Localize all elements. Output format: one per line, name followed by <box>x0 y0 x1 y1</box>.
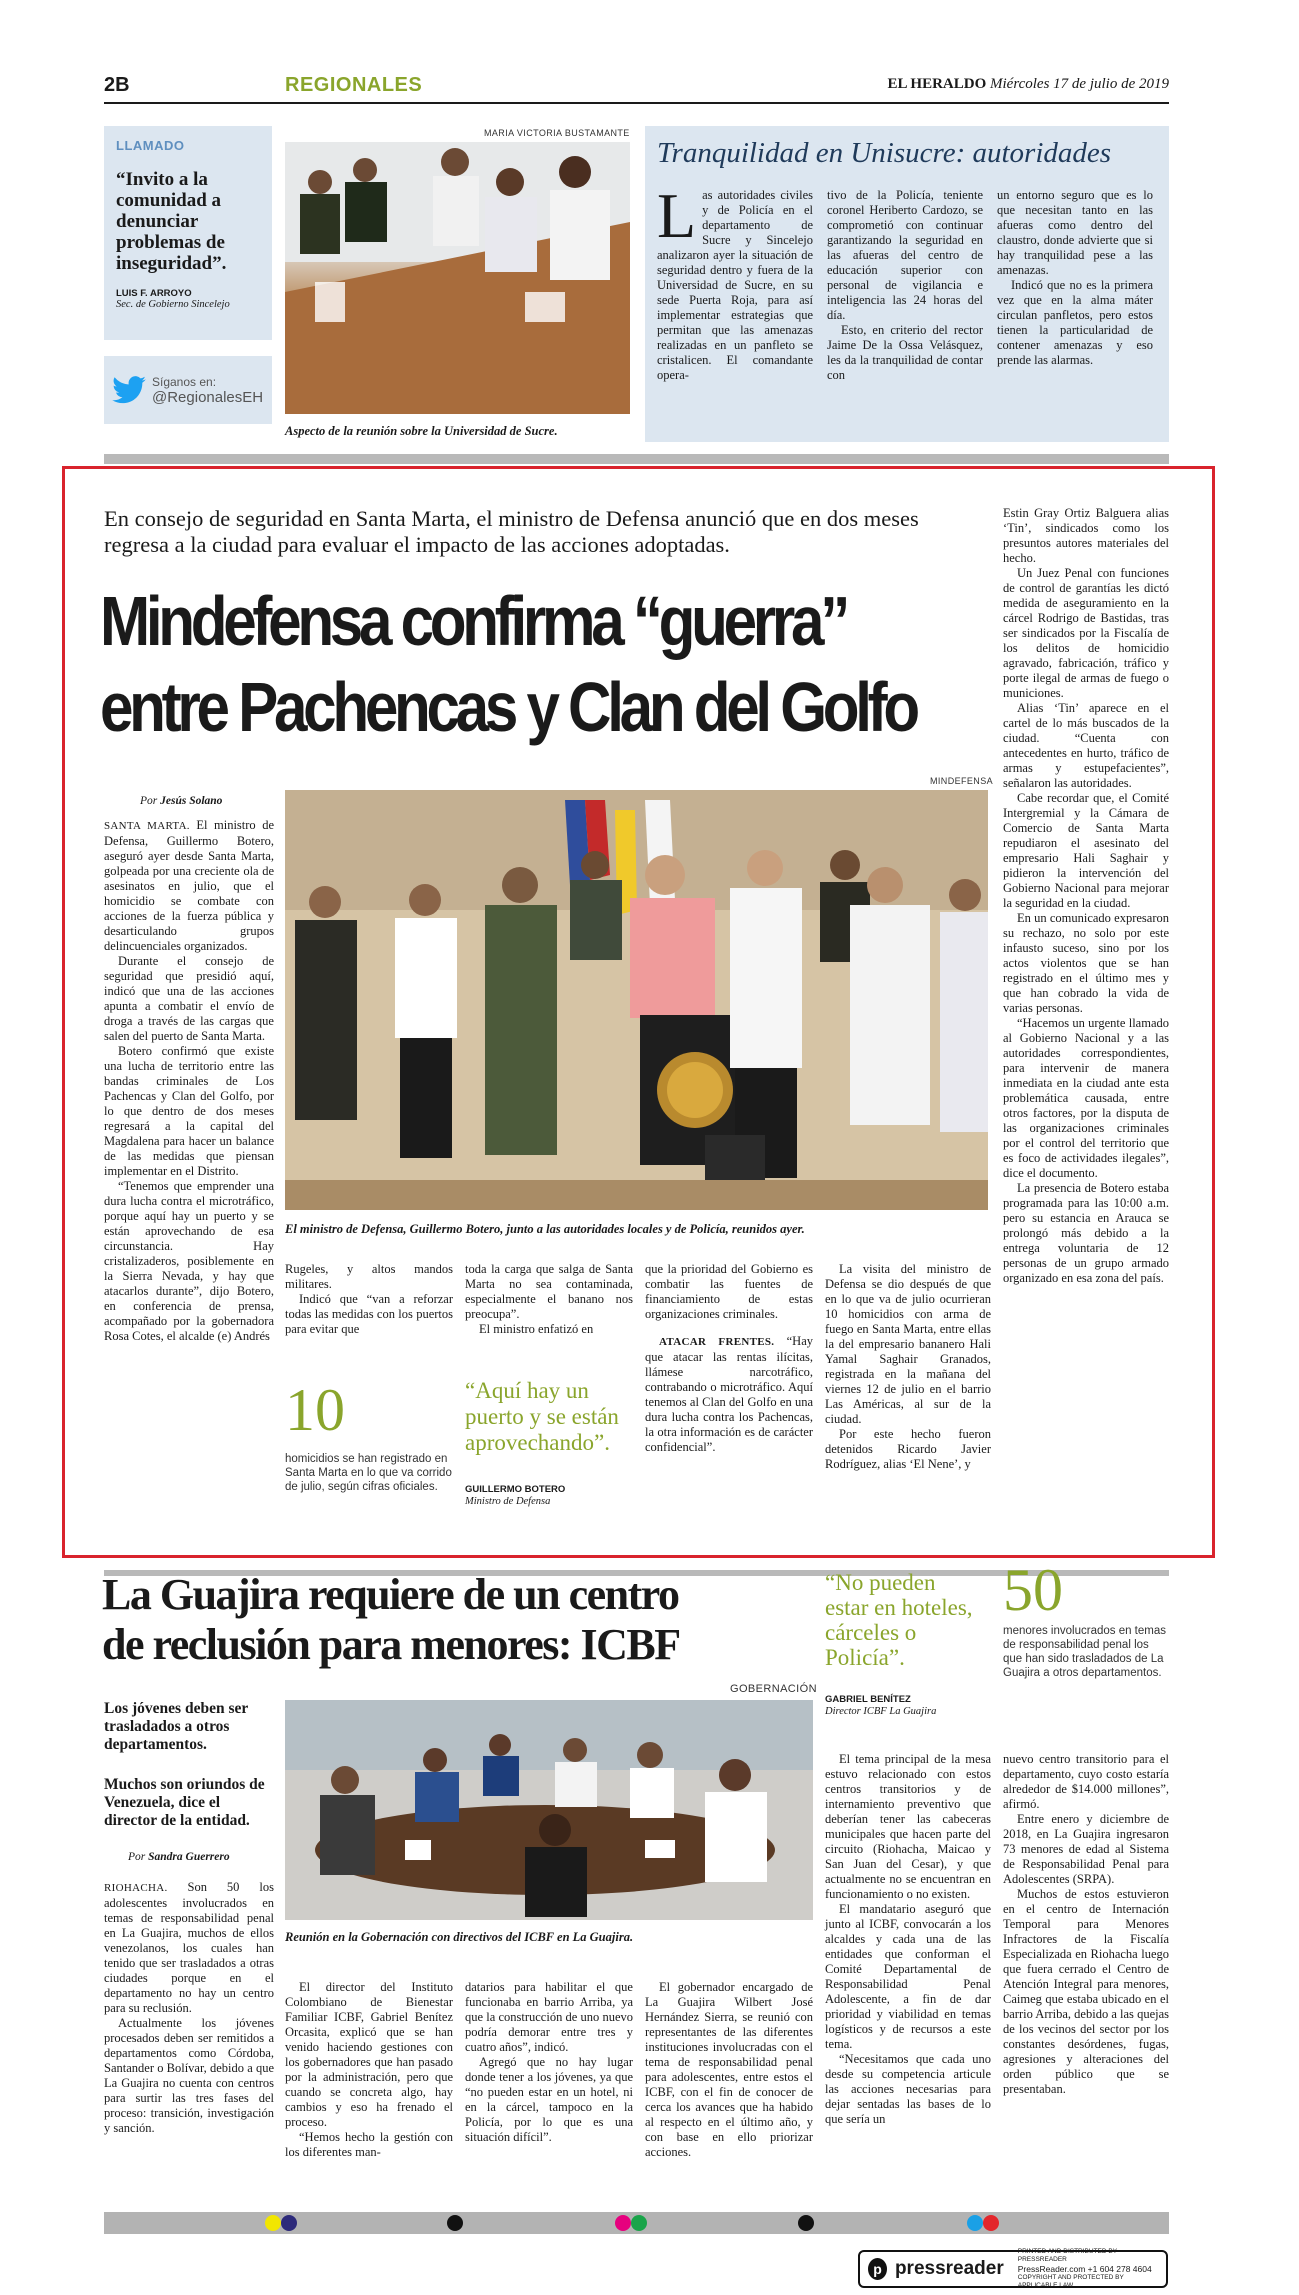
top-photo <box>285 142 630 414</box>
byline-name: Sandra Guerrero <box>148 1851 230 1863</box>
paragraph: “Hemos hecho la gestión con los diferentes man- <box>285 2130 453 2159</box>
bottom-photo <box>285 1700 813 1920</box>
paragraph: Cabe recordar que, el Comité Intergremial y la Cámara de Comercio de Santa Marta repudiaron el asesinato del empresario Hali Saghair y pidieron la intervención del Gobierno Nacional para mejorar la seguridad en la ciudad. <box>1003 791 1169 910</box>
paragraph: Estin Gray Ortiz Balguera alias ‘Tin’, sindicados como los presuntos autores materiales del hecho. <box>1003 506 1169 565</box>
header-rule <box>104 102 1169 104</box>
press-conference-illustration <box>285 790 988 1210</box>
section-name: REGIONALES <box>285 74 423 96</box>
pressreader-line-1: PRINTED AND DISTRIBUTED BY PRESSREADER <box>1017 2248 1117 2263</box>
bottom-headline-line-2: de reclusión para menores: ICBF <box>102 1620 680 1669</box>
paragraph: que la prioridad del Gobierno es combatir las fuentes de financiamiento de estas organizaciones criminales. <box>645 1262 813 1321</box>
bottom-col-3 <box>465 1980 633 2145</box>
paragraph: En un comunicado expresaron su rechazo, no solo por este infausto suceso, sino por los actos violentos que se han registrado en el último mes y que han cobrado la vida de varias personas. <box>1003 911 1169 1015</box>
main-pull-name: GUILLERMO BOTERO <box>465 1484 566 1495</box>
main-pull-quote: “Aquí hay un puerto y se están aprovechando”. <box>465 1378 619 1455</box>
callout-author-title: Sec. de Gobierno Sincelejo <box>116 299 230 310</box>
bottom-col-5 <box>825 1752 991 2127</box>
bottom-byline <box>128 1851 230 1863</box>
paragraph: Rugeles, y altos mandos militares. <box>285 1262 453 1291</box>
top-story-box <box>645 126 1169 442</box>
registration-dot <box>967 2215 983 2231</box>
paragraph: Agregó que no hay lugar donde tener a los jóvenes, ya que “no pueden estar en un hotel, ni en la cárcel, tampoco en la Policía, por lo que es una situación difícil”. <box>465 2055 633 2144</box>
section-divider <box>104 454 1169 464</box>
issue-date: Miércoles 17 de julio de 2019 <box>990 76 1169 92</box>
bottom-col-4 <box>645 1980 813 2160</box>
paragraph: Alias ‘Tin’ aparece en el cartel de lo más buscados de la ciudad. “Cuenta con antecedentes en hurto, tráfico de armas y estupefacientes”, señalaron las autoridades. <box>1003 701 1169 790</box>
main-col-1 <box>104 818 274 1344</box>
top-story-headline: Tranquilidad en Unisucre: autoridades <box>657 137 1112 169</box>
paragraph: El mandatario aseguró que junto al ICBF, convocarán a los alcaldes y cada una de las entidades que conforman el Comité Departamental de Responsabilidad Penal Adolescente, a fin de dar prioridad y viabilidad en temas logísticos y de recursos a este tema. <box>825 1902 991 2051</box>
paragraph: “Necesitamos que cada uno desde su competencia articule las acciones necesarias para dejar sentadas las bases de lo que sería un <box>825 2052 991 2126</box>
social-box[interactable] <box>104 356 272 424</box>
callout-box <box>104 126 272 340</box>
main-col-3 <box>465 1262 633 1337</box>
registration-dot <box>281 2215 297 2231</box>
paragraph: La presencia de Botero estaba programada para las 10:00 a.m. pero su estancia en Arauca se prolongó más debido a la entrega voluntaria de 12 personas de un grupo armado organizado en esa zona del país. <box>1003 1181 1169 1285</box>
subhead: ATACAR FRENTES. <box>659 1336 775 1348</box>
registration-dot <box>631 2215 647 2231</box>
main-headline-line-2: entre Pachencas y Clan del Golfo <box>100 668 916 746</box>
main-stat-text: homicidios se han registrado en Santa Marta en lo que va corrido de julio, según cifras oficiales. <box>285 1453 452 1493</box>
bottom-summary-2: Muchos son oriundos de Venezuela, dice el director de la entidad. <box>104 1776 265 1829</box>
header-masthead <box>887 76 1169 93</box>
main-stat-number: 10 <box>285 1377 345 1443</box>
paragraph: datarios para habilitar el que funcionaba en barrio Arriba, ya que la construcción de uno nuevo podría demorar entre tres y cuatro años”, indicó. <box>465 1980 633 2054</box>
top-story-col-3 <box>997 188 1153 383</box>
bottom-pull-quote: “No pueden estar en hoteles, cárceles o Policía”. <box>825 1570 973 1670</box>
main-col-5 <box>825 1262 991 1472</box>
dateline: RIOHACHA. <box>104 1882 168 1894</box>
bottom-pull-name: GABRIEL BENÍTEZ <box>825 1694 911 1705</box>
top-story-col-2 <box>827 188 983 383</box>
main-col-4 <box>645 1262 813 1455</box>
bottom-photo-caption: Reunión en la Gobernación con directivos del ICBF en La Guajira. <box>285 1930 634 1944</box>
bottom-headline-line-1: La Guajira requiere de un centro <box>102 1570 679 1619</box>
registration-dot <box>983 2215 999 2231</box>
main-col-2 <box>285 1262 453 1337</box>
top-story-col-1 <box>657 180 813 383</box>
callout-quote: “Invito a la comunidad a denunciar problemas de inseguridad”. <box>116 169 227 274</box>
meeting-room-illustration <box>285 1700 813 1920</box>
paragraph: Indicó que “van a reforzar todas las medidas con los puertos para evitar que <box>285 1292 453 1336</box>
paragraph: “Hay que atacar las rentas ilícitas, llámese narcotráfico, contrabando o microtráfico. Aquí tenemos al Clan del Golfo en una dura lucha contra los Pachencas, la otra información es de carácter confidencial”. <box>645 1334 813 1454</box>
registration-dot <box>615 2215 631 2231</box>
main-headline <box>100 578 916 750</box>
main-col-right <box>1003 506 1169 1286</box>
callout-label: LLAMADO <box>116 138 185 153</box>
paragraph: nuevo centro transitorio para el departamento, cuyo costo estaría alrededor de $14.000 millones”, afirmó. <box>1003 1752 1169 1811</box>
dateline: SANTA MARTA. <box>104 820 190 832</box>
bottom-stat-number: 50 <box>1003 1557 1063 1623</box>
paragraph: Actualmente los jóvenes procesados deben ser remitidos a departamentos como Córdoba, Santander o Bolívar, debido a que La Guajira no cuenta con centros para surtir las tres fases del proceso: transición, investigación y sanción. <box>104 2016 274 2135</box>
paragraph: El tema principal de la mesa estuvo relacionado con estos centros transitorios y de internamiento preventivo que deberían tener las cabeceras municipales que hacen parte del circuito (Riohacha, Maicao y San Juan del Cesar), y que actualmente no se encuentran en funcionamiento o no existen. <box>825 1752 991 1901</box>
main-deck: En consejo de seguridad en Santa Marta, el ministro de Defensa anunció que en dos meses regresa a la ciudad para evaluar el impacto de las acciones adoptadas. <box>104 506 919 557</box>
paragraph: Indicó que no es la primera vez que en la alma máter circulan panfletos, pero estos tienen la particularidad de contener amenazas y eso prende las alarmas. <box>997 278 1153 367</box>
paragraph: Un Juez Penal con funciones de control de garantías les dictó medida de aseguramiento en la cárcel Rodrigo de Bastidas, tras ser sindicados por la Fiscalía de los delitos de homicidio agravado, fabricación, tráfico y porte ilegal de armas de fuego o municiones. <box>1003 566 1169 700</box>
paragraph: Durante el consejo de seguridad que presidió aquí, indicó que una de las acciones apunta a combatir el envío de droga a través de las cargas que salen del puerto de Santa Marta. <box>104 954 274 1043</box>
byline-prefix: Por <box>128 1851 146 1863</box>
registration-dot <box>447 2215 463 2231</box>
byline-prefix: Por <box>140 795 158 807</box>
paragraph: La visita del ministro de Defensa se dio después de que en lo que va de julio ocurrieran 10 homicidios con arma de fuego en Santa Marta, entre ellas la del empresario bananero Hali Yamal Saghair Granados, registrada en la mañana del viernes 12 de julio en el barrio Las Américas, al sur de la ciudad. <box>825 1262 991 1426</box>
pressreader-line-2: PressReader.com +1 604 278 4604 <box>1017 2264 1152 2274</box>
twitter-icon <box>112 376 146 404</box>
paragraph: Esto, en criterio del rector Jaime De la Ossa Velásquez, les da la tranquilidad de contar con <box>827 323 983 382</box>
paragraph: Muchos de estos estuvieron en el centro de Internación Temporal para Menores Infractores de la Fiscalía Especializada en Riohacha luego que fuera cerrado el Centro de Atención Integral para menores, Caimeg que estaba ubicado en el barrio Arriba, debido a las quejas de los vecinos del sector por los constantes desórdenes, fugas, agresiones y alteraciones del orden público que se presentaban. <box>1003 1887 1169 2096</box>
byline-name: Jesús Solano <box>160 795 223 807</box>
registration-dot <box>265 2215 281 2231</box>
callout-author: LUIS F. ARROYO <box>116 288 192 299</box>
social-text <box>152 375 263 406</box>
follow-label: Síganos en: <box>152 374 217 389</box>
top-photo-caption: Aspecto de la reunión sobre la Universidad de Sucre. <box>285 424 558 438</box>
paragraph: tivo de la Policía, teniente coronel Heriberto Cardozo, se comprometió con continuar garantizando la seguridad en las afueras del centro de educación superior con personal de vigilancia e inteligencia las 24 horas del día. <box>827 188 983 322</box>
paragraph: Botero confirmó que existe una lucha de territorio entre las bandas criminales de Los Pachencas y Clan del Golfo, por lo que dentro de dos meses regresará a la capital del Magdalena para hacer un balance de las medidas que piensan implementar en el Distrito. <box>104 1044 274 1178</box>
paragraph: “Tenemos que emprender una dura lucha contra el microtráfico, porque aquí hay un puerto y se están aprovechando de esa circunstancia. Hay cristalizaderos, posiblemente en la Sierra Nevada, y hay que atacarlos durante”, dijo Botero, en conferencia de prensa, acompañado por la gobernadora Rosa Cotes, el alcalde (e) Andrés <box>104 1179 274 1343</box>
main-byline <box>140 795 222 807</box>
drop-cap: L <box>657 180 697 251</box>
paragraph: Entre enero y diciembre de 2018, en La Guajira ingresaron 73 menores de edad al Sistema de Responsabilidad Penal para Adolescentes (SRPA). <box>1003 1812 1169 1886</box>
pressreader-icon: p <box>868 2258 887 2280</box>
social-handle[interactable]: @RegionalesEH <box>152 388 264 406</box>
top-story-body <box>657 180 1157 383</box>
paragraph: El director del Instituto Colombiano de Bienestar Familiar ICBF, Gabriel Benítez Orcasita, explicó que se han venido haciendo gestiones con los gobernadores que han pasado por la administración, pero que cuando se concreta algo, hay cambios y eso ha frenado el proceso. <box>285 1980 453 2129</box>
paragraph: El gobernador encargado de La Guajira Wilbert José Hernández Sierra, se reunió con representantes de las diferentes instituciones involucradas con el tema de responsabilidad penal para adolescentes, entre estos el ICBF, con el fin de conocer de cerca los avances que ha habido al respecto en el último año, y con base en ello priorizar acciones. <box>645 1980 813 2159</box>
bottom-stat-text: menores involucrados en temas de responsabilidad penal los que han sido trasladados de La Guajira a otros departamentos. <box>1003 1625 1166 1679</box>
bottom-pull-title: Director ICBF La Guajira <box>825 1706 937 1717</box>
bottom-photo-credit: GOBERNACIÓN <box>730 1683 817 1695</box>
top-photo-credit: MARIA VICTORIA BUSTAMANTE <box>484 128 630 138</box>
main-headline-line-1: Mindefensa confirma “guerra” <box>100 582 847 660</box>
paragraph: toda la carga que salga de Santa Marta no sea contaminada, especialmente el banano nos preocupa”. <box>465 1262 633 1321</box>
main-photo-caption: El ministro de Defensa, Guillermo Botero, junto a las autoridades locales y de Policía, reunidos ayer. <box>285 1222 805 1236</box>
pressreader-line-3: COPYRIGHT AND PROTECTED BY APPLICABLE LAW <box>1017 2274 1124 2289</box>
paragraph: Son 50 los adolescentes involucrados en temas de responsabilidad penal en La Guajira, muchos de ellos venezolanos, los cuales han tenido que ser trasladados a otras ciudades porque en el departamento no hay un centro para su reclusión. <box>104 1880 274 2015</box>
meeting-photo-illustration <box>285 142 630 414</box>
bottom-col-6 <box>1003 1752 1169 2097</box>
paragraph: El ministro enfatizó en <box>479 1322 594 1336</box>
registration-dot <box>798 2215 814 2231</box>
bottom-col-1 <box>104 1880 274 2136</box>
pressreader-footer[interactable] <box>858 2250 1168 2288</box>
bottom-col-2 <box>285 1980 453 2160</box>
paragraph: “Hacemos un urgente llamado al Gobierno Nacional y a las autoridades correspondientes, para intervenir de manera inmediata en la ciudad ante esta problemática causada, entre otros factores, por la disputa de las organizaciones criminales por el control del territorio que es foco de actividades ilegales”, dice el documento. <box>1003 1016 1169 1180</box>
pressreader-info <box>1018 2248 1158 2290</box>
pressreader-brand: pressreader <box>894 2258 1004 2279</box>
paragraph: El ministro de Defensa, Guillermo Botero, aseguró ayer desde Santa Marta, golpeada por una creciente ola de asesinatos en julio, que el homicidio se combate con acciones de la fuerza pública y desarticulando grupos delincuenciales organizados. <box>104 818 275 953</box>
top-story-col-1-text: as autoridades civiles y de Policía en el departamento de Sucre y Sincelejo analizaron ayer la situación de seguridad dentro y fuera de la Universidad de Sucre, en su sede Puerta Roja, para así implementar estrategias que permitan que las amenazas realizadas en un panfleto se cristalicen. El comandante opera- <box>657 188 813 382</box>
page-number: 2B <box>104 74 130 96</box>
main-photo-credit: MINDEFENSA <box>930 776 994 786</box>
paragraph: Por este hecho fueron detenidos Ricardo Javier Rodríguez, alias ‘El Nene’, y <box>825 1427 991 1471</box>
main-pull-title: Ministro de Defensa <box>465 1496 551 1507</box>
paragraph: un entorno seguro que es lo que necesitan tanto en las afueras como dentro del claustro, donde advierte que si hay tranquilidad pese a las amenazas. <box>997 188 1153 277</box>
newspaper-name: EL HERALDO <box>887 76 987 92</box>
main-photo <box>285 790 988 1210</box>
bottom-summary-1: Los jóvenes deben ser trasladados a otros departamentos. <box>104 1700 248 1753</box>
bottom-headline <box>102 1570 822 1670</box>
